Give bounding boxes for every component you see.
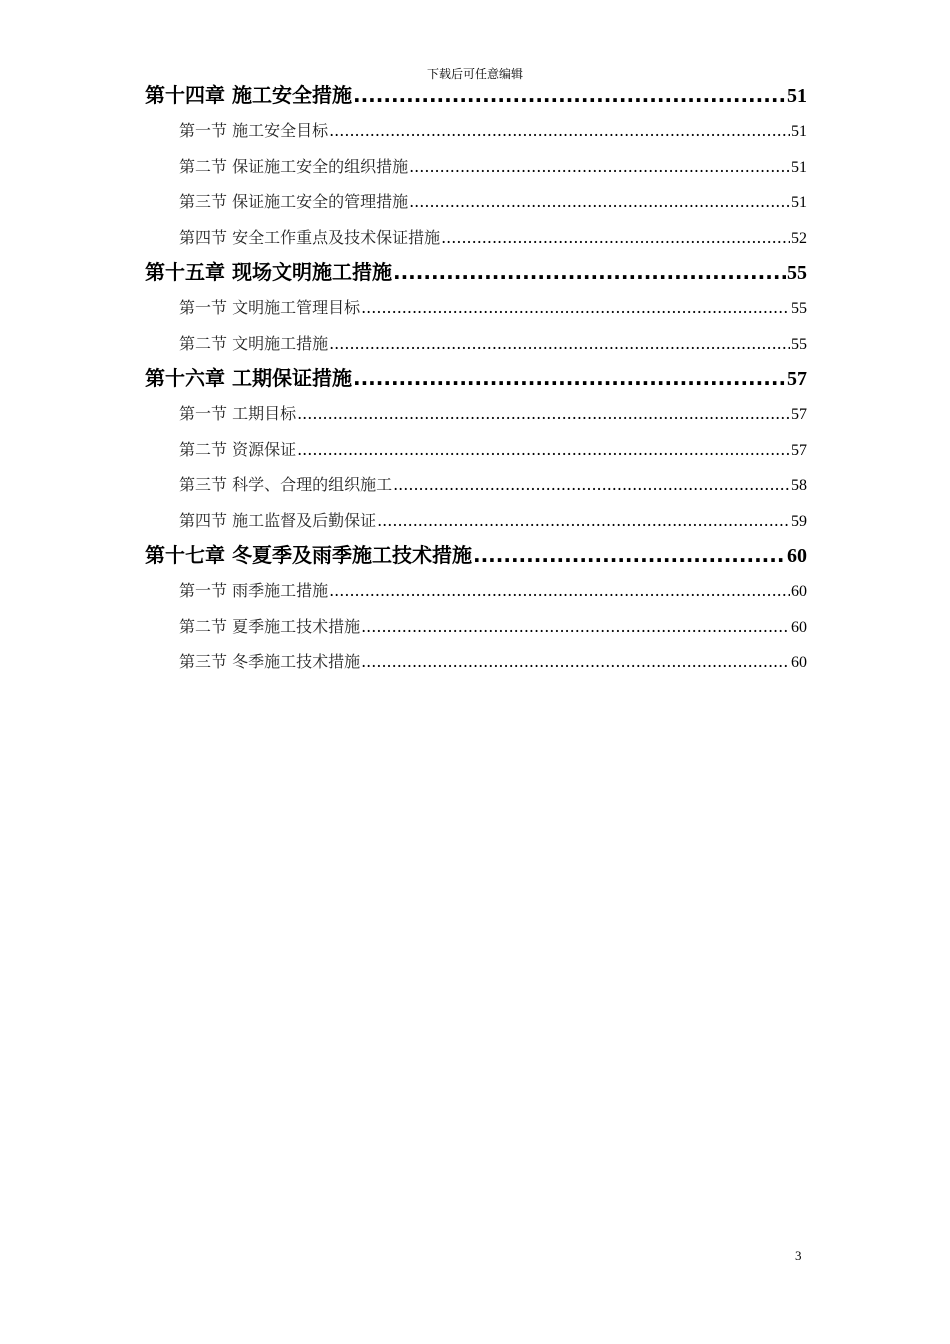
toc-section-title: 第三节 保证施工安全的管理措施 bbox=[179, 192, 409, 211]
toc-dot-leader bbox=[409, 149, 790, 185]
toc-section-title: 第二节 保证施工安全的组织措施 bbox=[179, 156, 409, 176]
toc-dot-leader bbox=[361, 609, 790, 645]
toc-chapter-entry[interactable] bbox=[145, 78, 807, 113]
toc-dot-leader bbox=[361, 644, 790, 680]
toc-section-page: 57 bbox=[791, 406, 807, 423]
toc-section-page: 60 bbox=[791, 654, 807, 671]
toc-section-entry[interactable] bbox=[145, 467, 807, 503]
toc-chapter-page: 57 bbox=[787, 368, 807, 390]
toc-section-entry[interactable] bbox=[145, 326, 807, 362]
header-note: 下载后可任意编辑 bbox=[426, 67, 523, 81]
toc-section-entry[interactable] bbox=[145, 503, 807, 539]
toc-chapter-page: 60 bbox=[787, 545, 807, 567]
toc-section-title: 第一节 雨季施工措施 bbox=[179, 581, 329, 600]
toc-section-entry[interactable] bbox=[145, 432, 807, 468]
toc-section-title: 第三节 冬季施工技术措施 bbox=[179, 652, 361, 671]
toc-chapter-entry[interactable] bbox=[145, 361, 807, 396]
toc-section-title: 第三节 科学、合理的组织施工 bbox=[179, 475, 393, 494]
toc-dot-leader bbox=[441, 220, 790, 256]
toc-section-page: 52 bbox=[791, 229, 807, 247]
page-number: 3 bbox=[795, 1248, 802, 1263]
toc-chapter-entry[interactable] bbox=[145, 538, 807, 573]
toc-section-title: 第一节 施工安全目标 bbox=[179, 121, 329, 140]
toc-section-entry[interactable] bbox=[145, 573, 807, 609]
toc-section-page: 51 bbox=[791, 158, 807, 176]
table-of-contents bbox=[145, 78, 807, 680]
toc-dot-leader bbox=[297, 396, 790, 432]
toc-dot-leader bbox=[377, 503, 790, 539]
toc-dot-leader bbox=[353, 361, 786, 396]
toc-section-entry[interactable] bbox=[145, 184, 807, 220]
toc-section-page: 60 bbox=[791, 618, 807, 636]
toc-section-entry[interactable] bbox=[145, 396, 807, 432]
toc-dot-leader bbox=[329, 573, 790, 609]
toc-chapter-entry[interactable] bbox=[145, 255, 807, 290]
toc-section-page: 59 bbox=[791, 512, 807, 530]
toc-section-page: 55 bbox=[791, 300, 807, 317]
toc-section-page: 55 bbox=[791, 335, 807, 353]
toc-dot-leader bbox=[393, 467, 790, 503]
toc-section-entry[interactable] bbox=[145, 290, 807, 326]
toc-section-title: 第一节 工期目标 bbox=[179, 404, 297, 423]
toc-section-entry[interactable] bbox=[145, 644, 807, 680]
toc-section-title: 第二节 文明施工措施 bbox=[179, 333, 329, 353]
toc-section-entry[interactable] bbox=[145, 609, 807, 645]
toc-section-title: 第四节 施工监督及后勤保证 bbox=[179, 510, 377, 530]
toc-section-page: 57 bbox=[791, 441, 807, 459]
toc-chapter-title: 第十七章 冬夏季及雨季施工技术措施 bbox=[145, 543, 472, 567]
toc-chapter-title: 第十四章 施工安全措施 bbox=[145, 83, 352, 107]
toc-dot-leader bbox=[409, 184, 790, 220]
toc-dot-leader bbox=[361, 290, 790, 326]
toc-dot-leader bbox=[353, 78, 786, 113]
toc-dot-leader bbox=[329, 326, 790, 362]
toc-section-title: 第二节 资源保证 bbox=[179, 439, 297, 459]
toc-chapter-title: 第十六章 工期保证措施 bbox=[145, 366, 352, 390]
toc-dot-leader bbox=[393, 255, 786, 290]
toc-section-title: 第四节 安全工作重点及技术保证措施 bbox=[179, 227, 441, 247]
toc-chapter-title: 第十五章 现场文明施工措施 bbox=[145, 260, 392, 284]
toc-section-entry[interactable] bbox=[145, 149, 807, 185]
toc-section-entry[interactable] bbox=[145, 220, 807, 256]
toc-section-page: 51 bbox=[791, 194, 807, 211]
toc-section-title: 第二节 夏季施工技术措施 bbox=[179, 616, 361, 636]
toc-section-entry[interactable] bbox=[145, 113, 807, 149]
toc-section-page: 58 bbox=[791, 477, 807, 494]
toc-dot-leader bbox=[329, 113, 790, 149]
toc-chapter-page: 55 bbox=[787, 262, 807, 284]
toc-dot-leader bbox=[473, 538, 786, 573]
toc-chapter-page: 51 bbox=[787, 85, 807, 107]
toc-section-page: 51 bbox=[791, 123, 807, 140]
toc-section-page: 60 bbox=[791, 583, 807, 600]
toc-section-title: 第一节 文明施工管理目标 bbox=[179, 298, 361, 317]
toc-dot-leader bbox=[297, 432, 790, 468]
